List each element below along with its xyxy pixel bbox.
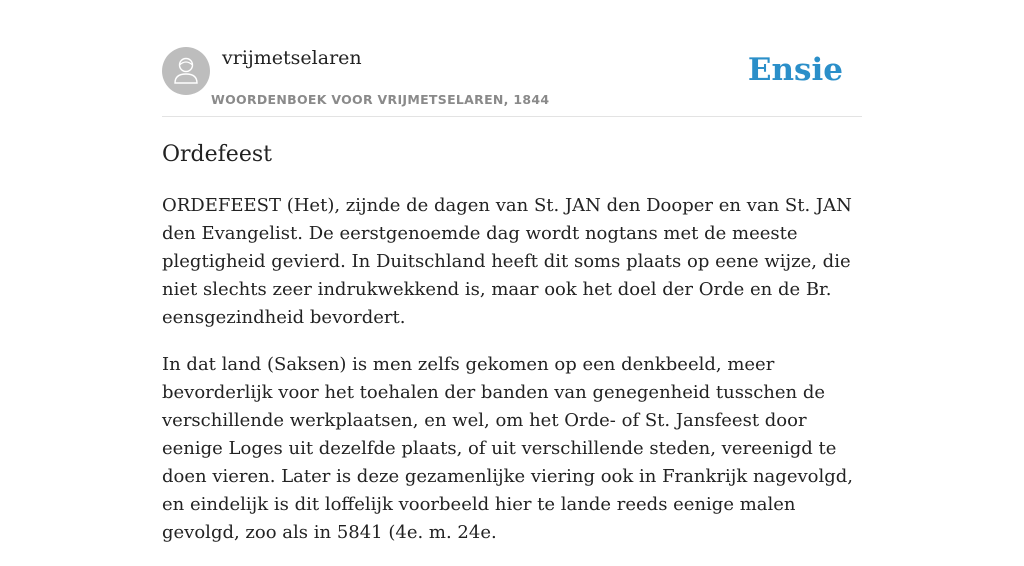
user-icon: [162, 47, 210, 95]
header: [162, 46, 862, 117]
article-body: [162, 192, 862, 566]
paragraph: ORDEFEEST (Het), zijnde de dagen van St. JAN den Dooper en van St. JAN den Evangelist. De eerstgenoemde dag wordt nogtans met de meeste plegtigheid gevierd. In Duitschland heeft dit soms plaats op eene wijze, die niet slechts zeer indrukwekkend is, maar ook het doel der Orde en de Br. eensgezindheid bevordert.: [162, 195, 852, 328]
page-title: Ordefeest: [162, 142, 272, 167]
site-logo[interactable]: Ensie: [747, 52, 843, 88]
author-name[interactable]: vrijmetselaren: [222, 47, 362, 69]
avatar[interactable]: [162, 47, 210, 95]
paragraph: In dat land (Saksen) is men zelfs gekomen op een denkbeeld, meer bevorderlijk voor het toehalen der banden van genegenheid tusschen de verschillende werkplaatsen, en wel, om het Orde- of St. Jansfeest door eenige Loges uit dezelfde plaats, of uit verschillende steden, vereenigd te doen vieren. Later is deze gezamenlijke viering ook in Frankrijk nagevolgd, en eindelijk is dit loffelijk voorbeeld hier te lande reeds eenige malen gevolgd, zoo als in 5841 (4e. m. 24e.: [162, 354, 853, 543]
source-label[interactable]: WOORDENBOEK VOOR VRIJMETSELAREN, 1844: [211, 92, 550, 107]
